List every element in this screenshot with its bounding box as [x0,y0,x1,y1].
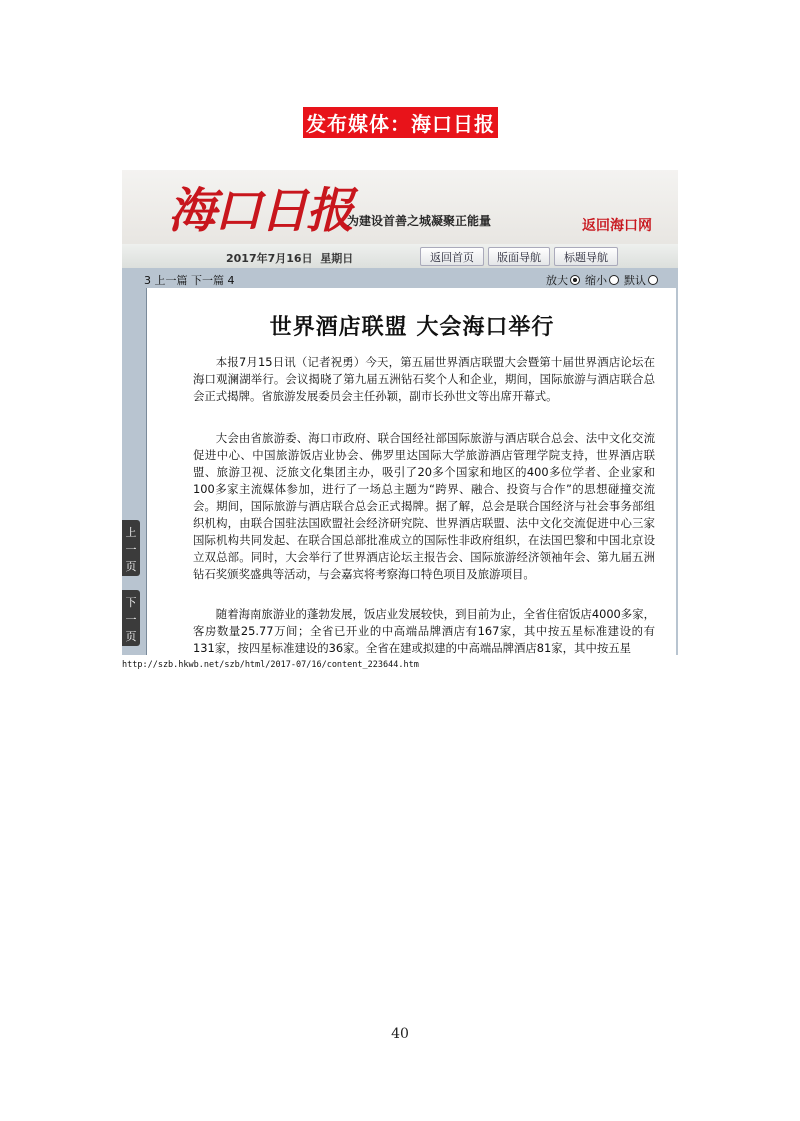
article-paragraph: 随着海南旅游业的蓬勃发展，饭店业发展较快，到目前为止，全省住宿饭店4000多家，客房数量25.77万间；全省已开业的中高端品牌酒店有167家，其中按五星标准建设的有131家，按四星标准建设的36家。全省在建或拟建的中高端品牌酒店81家，其中按五星 [193,607,655,655]
article-pager[interactable]: 3 上一篇 下一篇 4 [144,274,235,287]
previous-page-label: 上一页 [125,526,137,573]
radio-selected-icon[interactable] [570,275,580,285]
zoom-enlarge-option[interactable]: 放大 [546,272,580,288]
article-paragraph: 大会由省旅游委、海口市政府、联合国经社部国际旅游与酒店联合总会、法中文化交流促进中心、中国旅游饭店业协会、佛罗里达国际大学旅游酒店管理学院支持，世界酒店联盟、旅游卫视、泛旅文化集团主办，吸引了20多个国家和地区的400多位学者、企业家和100多家主流媒体参加，进行了一场总主题为“跨界、融合、投资与合作”的思想碰撞交流会。期间，国际旅游与酒店联合总会正式揭牌。据了解，总会是联合国经济与社会事务部组织机构，由联合国驻法国欧盟社会经济研究院、世界酒店联盟、法中文化交流促进中心三家国际机构共同发起、在联合国总部批准成立的国际性非政府组织，在法国巴黎和中国北京设立双总部。同时，大会举行了世界酒店论坛主报告会、国际旅游经济领袖年会、第九届五洲钻石奖颁奖盛典等活动，与会嘉宾将考察海口特色项目及旅游项目。 [193,431,655,581]
radio-icon[interactable] [609,275,619,285]
next-page-tab[interactable] [122,590,140,646]
source-url: http://szb.hkwb.net/szb/html/2017-07/16/content_223644.htm [122,660,419,670]
masthead [122,170,678,244]
article-control-bar [122,268,678,288]
zoom-shrink-option[interactable]: 缩小 [585,272,619,288]
page-nav-button[interactable]: 版面导航 [488,247,550,266]
left-side-strip [122,288,146,655]
radio-icon[interactable] [648,275,658,285]
newspaper-screenshot [122,170,678,655]
zoom-default-option[interactable]: 默认 [624,272,658,288]
article-headline: 世界酒店联盟 大会海口举行 [269,315,555,340]
media-source-banner: 发布媒体：海口日报 [303,107,498,138]
date-nav-bar [122,244,678,268]
title-nav-button[interactable]: 标题导航 [554,247,618,266]
home-button[interactable]: 返回首页 [420,247,484,266]
issue-weekday: 星期日 [320,252,354,265]
zoom-controls [546,272,658,288]
back-to-site-link[interactable]: 返回海口网 [582,218,652,234]
right-side-strip [676,288,678,655]
issue-date-text: 2017年7月16日 [226,252,313,265]
previous-page-tab[interactable] [122,520,140,576]
issue-date [226,250,353,266]
slogan: 为建设首善之城凝聚正能量 [347,214,492,228]
article-body [146,288,676,655]
newspaper-logo: 海口日报 [168,183,353,239]
next-page-label: 下一页 [125,596,137,643]
page-number: 40 [391,1026,409,1042]
article-paragraph: 本报7月15日讯（记者祝勇）今天，第五届世界酒店联盟大会暨第十届世界酒店论坛在海口观澜湖举行。会议揭晓了第九届五洲钻石奖个人和企业，期间，国际旅游与酒店联合总会正式揭牌。省旅游发展委员会主任孙颖，副市长孙世文等出席开幕式。 [193,355,655,403]
